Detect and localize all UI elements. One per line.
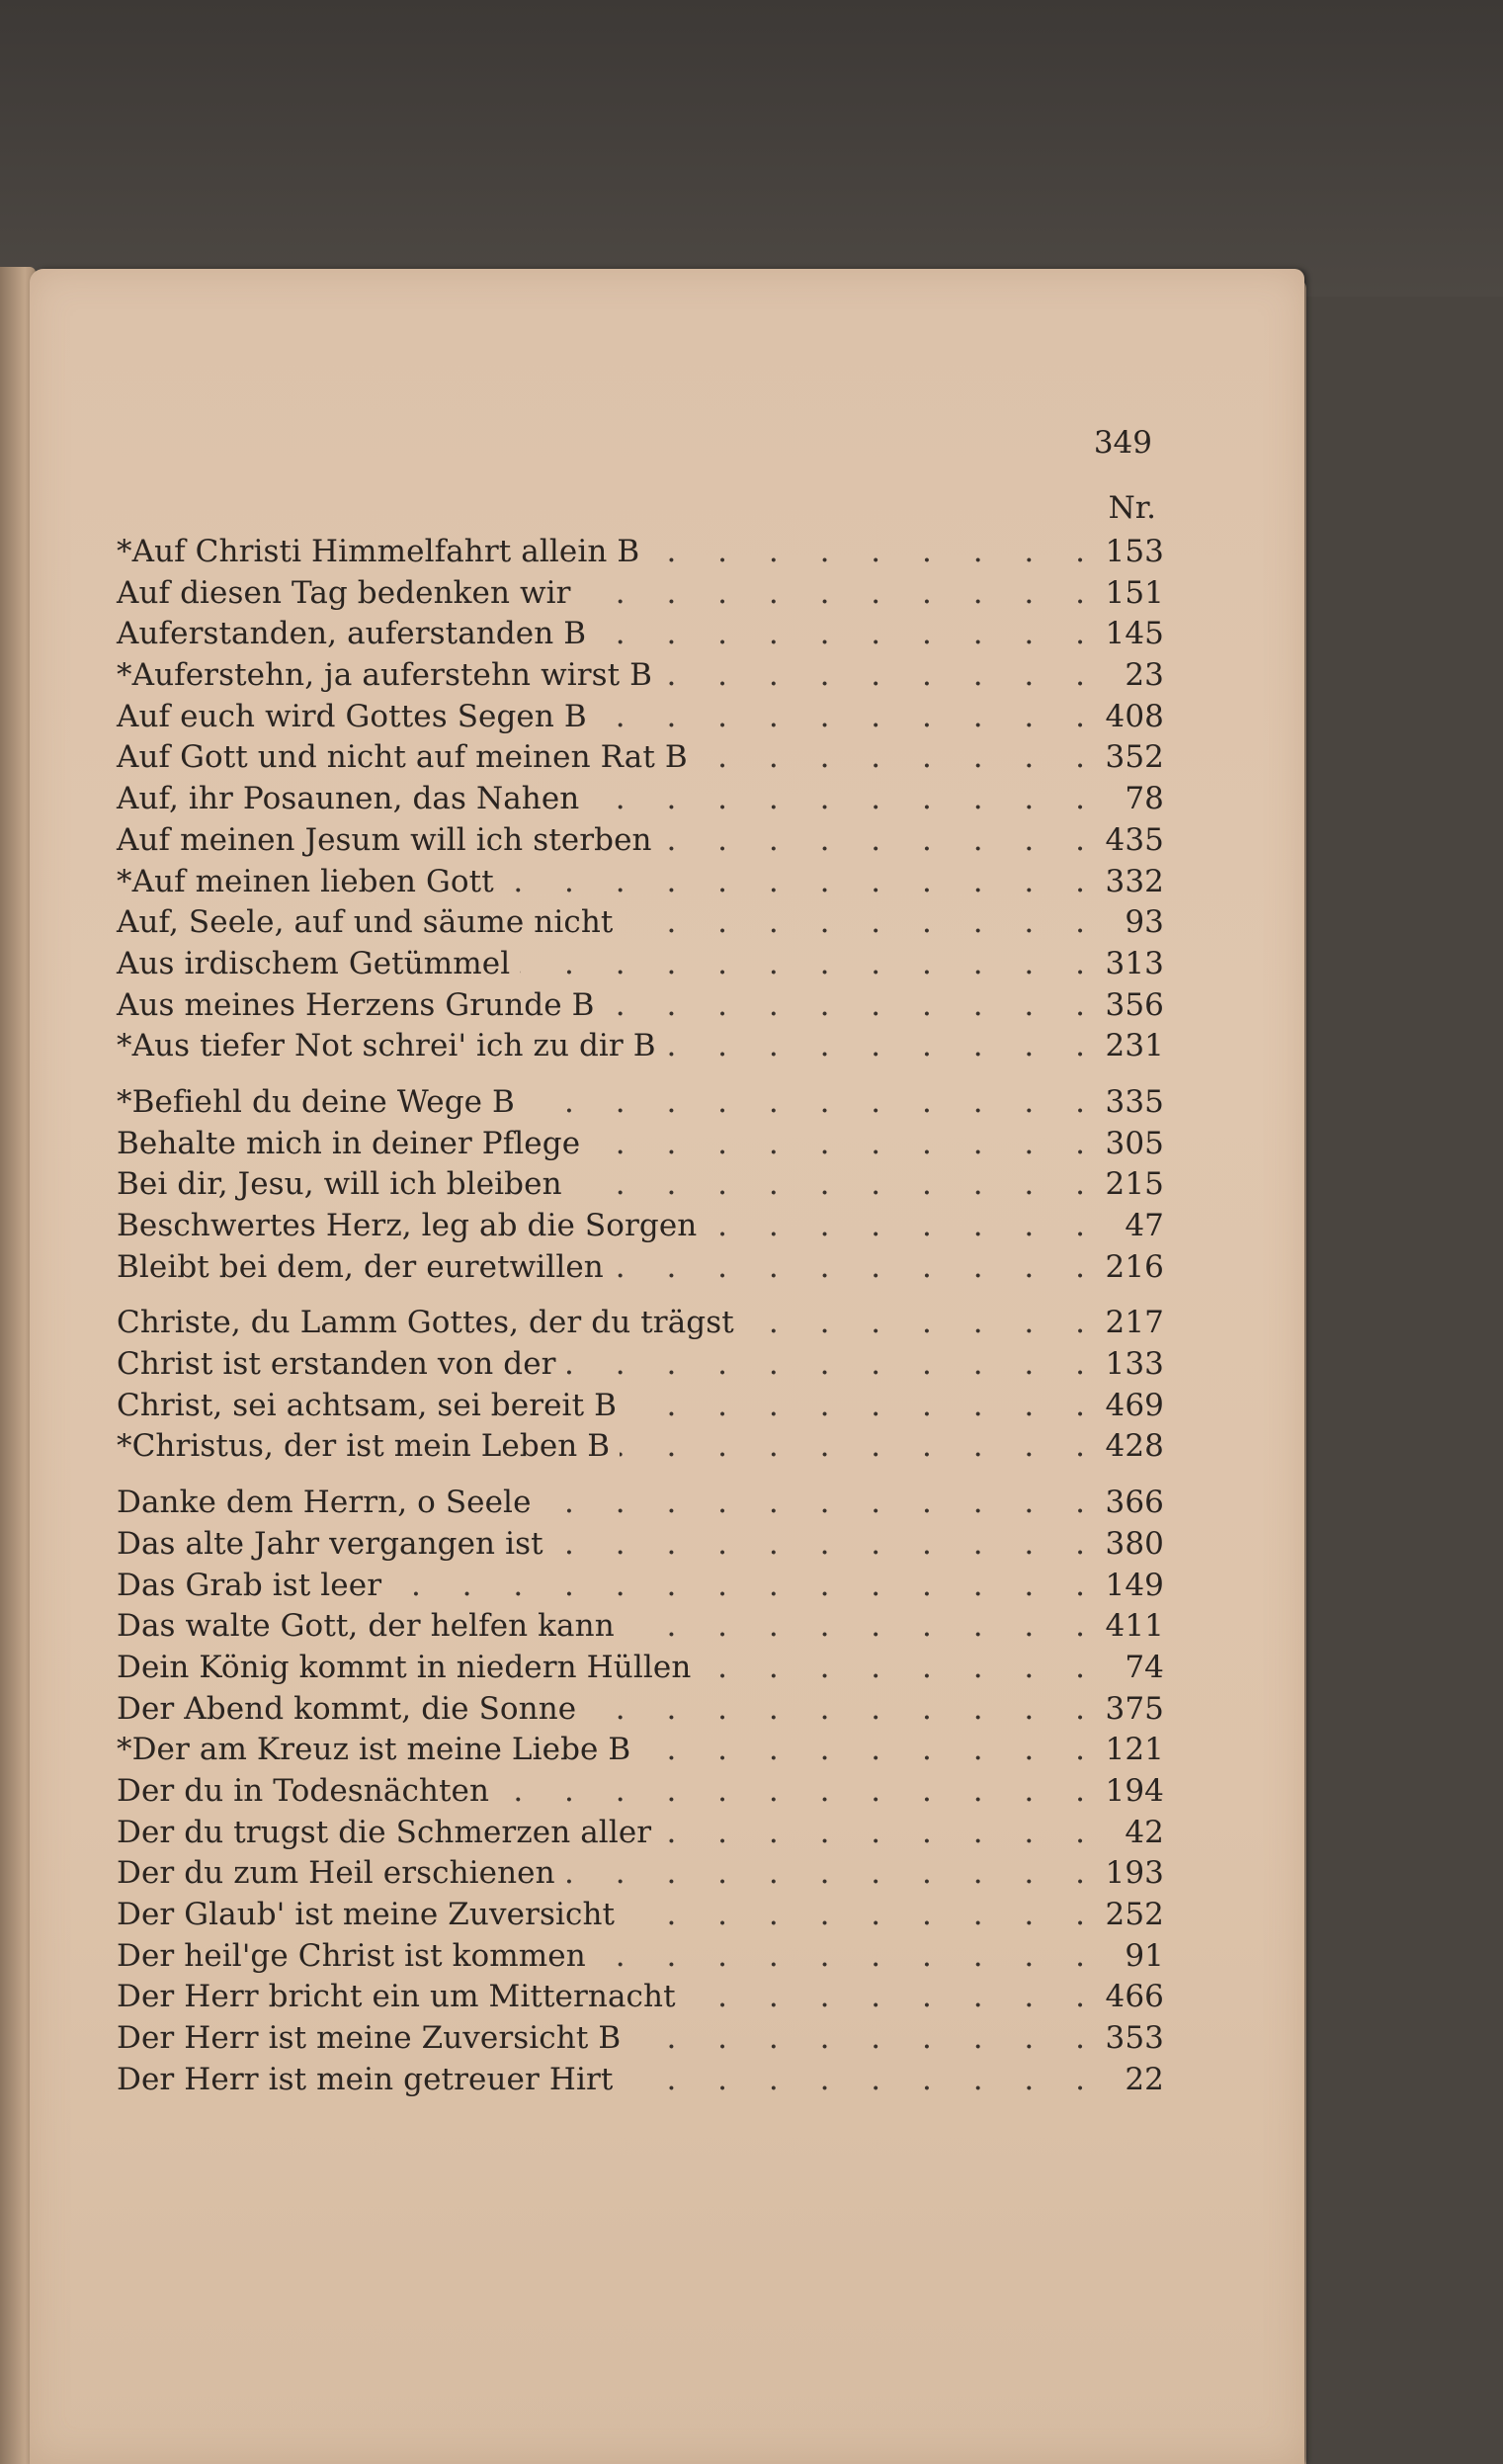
entry-title: Auferstanden, auferstanden B [117, 616, 587, 652]
index-entry [117, 737, 1164, 779]
dot-leader [596, 1936, 1101, 1978]
entry-number: 133 [1105, 1346, 1164, 1383]
dot-leader [553, 1524, 1101, 1566]
index-section [117, 532, 1164, 1067]
entry-title: Christ, sei achtsam, sei bereit B [117, 1387, 617, 1423]
index-entry [117, 1426, 1164, 1468]
index-entry [117, 1648, 1164, 1689]
dot-leader [661, 1813, 1101, 1854]
entry-title: Der Abend kommt, die Sonne [117, 1690, 577, 1727]
index-entry [117, 1771, 1164, 1813]
entry-title: Christe, du Lamm Gottes, der du trägst [117, 1305, 734, 1341]
entry-title: Der du in Todesnächten [117, 1772, 490, 1809]
entry-title: *Auf meinen lieben Gott [117, 863, 494, 899]
entry-number: 435 [1105, 821, 1164, 858]
index-entry [117, 779, 1164, 820]
entry-title: Danke dem Herrn, o Seele [117, 1485, 532, 1521]
entry-number: 193 [1105, 1855, 1164, 1892]
dot-leader [623, 2060, 1101, 2101]
entry-title: Der du trugst die Schmerzen aller [117, 1814, 652, 1850]
index-entry [117, 1206, 1164, 1247]
entry-number: 335 [1105, 1083, 1164, 1120]
dot-leader [662, 820, 1101, 862]
index-entry [117, 1124, 1164, 1165]
entry-number: 216 [1105, 1248, 1164, 1285]
dot-leader [542, 1483, 1101, 1524]
index-entry [117, 902, 1164, 944]
index-entry [117, 1813, 1164, 1854]
index-entry [117, 862, 1164, 903]
index-entry [117, 2018, 1164, 2060]
index-entry [117, 2060, 1164, 2101]
entry-title: Beschwertes Herz, leg ab die Sorgen [117, 1208, 698, 1243]
dot-leader [565, 1853, 1101, 1895]
index-entry [117, 1936, 1164, 1978]
dot-leader [596, 614, 1101, 655]
dot-leader [630, 2018, 1101, 2060]
dot-leader [504, 862, 1101, 903]
entry-number: 145 [1105, 616, 1164, 652]
entry-title: Der Herr ist meine Zuversicht B [117, 2020, 622, 2057]
entry-title: Auf, Seele, auf und säume nicht [117, 904, 614, 941]
entry-title: Auf euch wird Gottes Segen B [117, 698, 587, 734]
entry-number: 380 [1105, 1525, 1164, 1562]
entry-title: Auf, ihr Posaunen, das Nahen [117, 781, 580, 817]
index-entry [117, 1303, 1164, 1344]
index-entry [117, 1082, 1164, 1124]
entry-number: 353 [1105, 2020, 1164, 2057]
entry-number: 332 [1105, 863, 1164, 899]
entry-title: Auf Gott und nicht auf meinen Rat B [117, 739, 688, 776]
entry-number: 217 [1105, 1305, 1164, 1341]
entry-number: 42 [1125, 1814, 1164, 1850]
dot-leader [701, 1648, 1101, 1689]
entry-number: 252 [1105, 1897, 1164, 1932]
entry-title: Auf meinen Jesum will ich sterben [117, 821, 652, 858]
index-entry [117, 655, 1164, 697]
index-entry [117, 820, 1164, 862]
dot-leader [744, 1303, 1101, 1344]
entry-number: 313 [1105, 945, 1164, 981]
dot-leader [581, 573, 1101, 615]
entry-number: 151 [1105, 574, 1164, 611]
entry-number: 305 [1105, 1125, 1164, 1161]
entry-title: Der du zum Heil erschienen [117, 1855, 555, 1892]
entry-number: 149 [1105, 1567, 1164, 1603]
index-entry [117, 1977, 1164, 2018]
entry-number: 469 [1105, 1387, 1164, 1423]
dot-leader [625, 1895, 1101, 1936]
index-entry [117, 1730, 1164, 1771]
dot-leader [662, 655, 1101, 697]
index-entry [117, 985, 1164, 1027]
index-entry [117, 614, 1164, 655]
entry-title: Der Glaub' ist meine Zuversicht [117, 1897, 616, 1932]
dot-leader [589, 779, 1101, 820]
dot-leader [625, 1606, 1101, 1648]
dot-leader [605, 985, 1102, 1027]
index-entry [117, 1386, 1164, 1427]
entry-title: Christ ist erstanden von der [117, 1346, 556, 1383]
entry-number: 352 [1105, 739, 1164, 776]
entry-title: Auf diesen Tag bedenken wir [117, 574, 571, 611]
index-entry [117, 1247, 1164, 1289]
entry-title: Der heil'ge Christ ist kommen [117, 1937, 586, 1974]
entry-title: Der Herr bricht ein um Mitternacht [117, 1979, 676, 2015]
dot-leader [698, 737, 1101, 779]
entry-title: Der Herr ist mein getreuer Hirt [117, 2061, 614, 2097]
index-entry [117, 1606, 1164, 1648]
dot-leader [525, 1082, 1101, 1124]
entry-number: 22 [1125, 2061, 1164, 2097]
entry-number: 366 [1105, 1485, 1164, 1521]
entry-title: *Auf Christi Himmelfahrt allein B [117, 534, 640, 569]
entry-number: 91 [1125, 1937, 1164, 1974]
index-entry [117, 573, 1164, 615]
entry-number: 408 [1105, 698, 1164, 734]
dot-leader [620, 1426, 1101, 1468]
entry-title: Das alte Jahr vergangen ist [117, 1525, 543, 1562]
dot-leader [666, 1026, 1101, 1067]
dot-leader [649, 532, 1101, 573]
index-entry [117, 944, 1164, 985]
entry-title: *Christus, der ist mein Leben B [117, 1428, 611, 1465]
dot-leader [586, 1689, 1101, 1731]
entry-title: Bei dir, Jesu, will ich bleiben [117, 1166, 562, 1203]
index-entry [117, 697, 1164, 738]
index-section [117, 1303, 1164, 1468]
dot-leader [499, 1771, 1101, 1813]
entry-number: 466 [1105, 1979, 1164, 2015]
entry-title: *Befiehl du deine Wege B [117, 1083, 515, 1120]
entry-number: 23 [1125, 657, 1164, 694]
index-entry [117, 1483, 1164, 1524]
index-section [117, 1082, 1164, 1288]
entry-title: *Der am Kreuz ist meine Liebe B [117, 1732, 631, 1768]
number-column-label: Nr. [1108, 490, 1156, 526]
entry-title: Das walte Gott, der helfen kann [117, 1608, 615, 1645]
dot-leader [572, 1164, 1101, 1206]
dot-leader [686, 1977, 1101, 2018]
entry-number: 375 [1105, 1690, 1164, 1727]
index-entry [117, 1566, 1164, 1607]
index-entry [117, 1344, 1164, 1386]
dot-leader [707, 1206, 1101, 1247]
index-entry [117, 532, 1164, 573]
dot-leader [597, 697, 1101, 738]
background [0, 0, 1503, 297]
dot-leader [566, 1344, 1101, 1386]
entry-number: 121 [1105, 1732, 1164, 1768]
entry-number: 231 [1105, 1028, 1164, 1064]
index-section [117, 1483, 1164, 2100]
dot-leader [626, 1386, 1101, 1427]
entry-number: 194 [1105, 1772, 1164, 1809]
page-number: 349 [1093, 425, 1152, 461]
index-entry [117, 1689, 1164, 1731]
entry-title: Bleibt bei dem, der euretwillen [117, 1248, 604, 1285]
index-entry [117, 1524, 1164, 1566]
index-entry [117, 1164, 1164, 1206]
entry-title: Das Grab ist leer [117, 1567, 382, 1603]
entry-title: Behalte mich in deiner Pflege [117, 1125, 581, 1161]
entry-number: 356 [1105, 986, 1164, 1023]
hymn-index [117, 532, 1164, 2115]
dot-leader [640, 1730, 1101, 1771]
dot-leader [614, 1247, 1101, 1289]
entry-number: 78 [1125, 781, 1164, 817]
entry-title: *Aus tiefer Not schrei' ich zu dir B [117, 1028, 656, 1064]
dot-leader [391, 1566, 1101, 1607]
entry-title: *Auferstehn, ja auferstehn wirst B [117, 657, 653, 694]
entry-number: 428 [1105, 1428, 1164, 1465]
index-entry [117, 1853, 1164, 1895]
dot-leader [623, 902, 1101, 944]
entry-number: 153 [1105, 534, 1164, 569]
dot-leader [520, 944, 1101, 985]
entry-title: Aus meines Herzens Grunde B [117, 986, 595, 1023]
entry-number: 215 [1105, 1166, 1164, 1203]
dot-leader [590, 1124, 1101, 1165]
entry-number: 411 [1105, 1608, 1164, 1645]
index-entry [117, 1026, 1164, 1067]
entry-number: 74 [1125, 1649, 1164, 1685]
entry-number: 93 [1125, 904, 1164, 941]
entry-title: Dein König kommt in niedern Hüllen [117, 1649, 692, 1685]
entry-number: 47 [1125, 1208, 1164, 1243]
index-entry [117, 1895, 1164, 1936]
entry-title: Aus irdischem Getümmel [117, 945, 511, 981]
